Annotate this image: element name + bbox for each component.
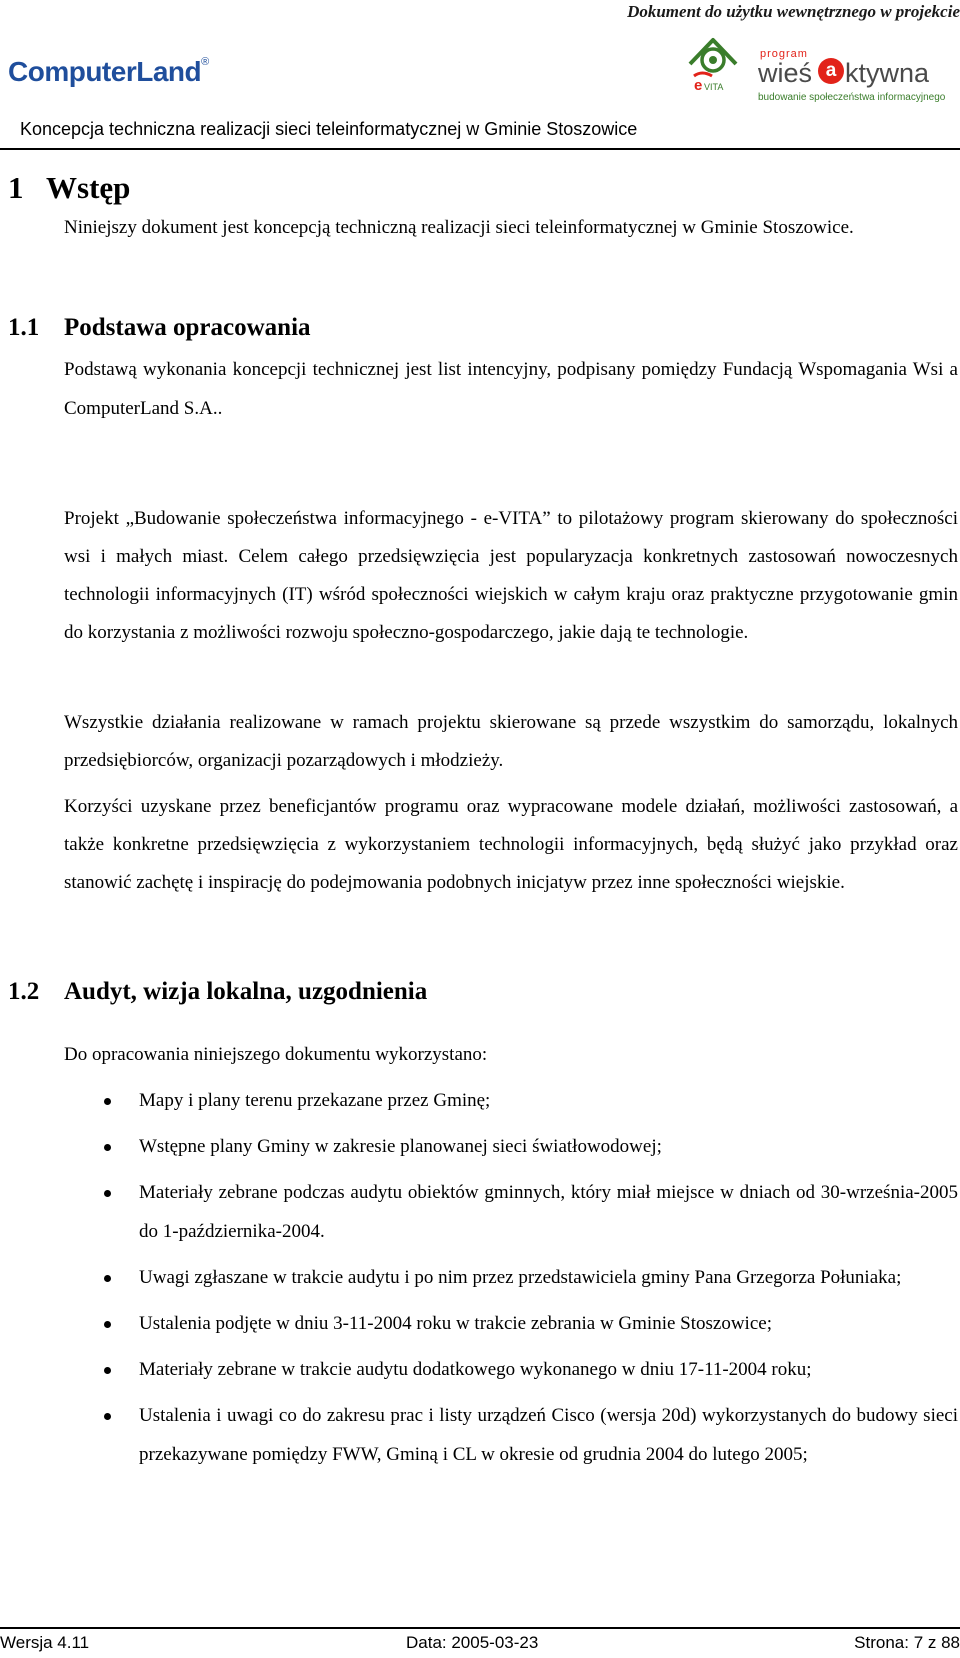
computerland-logo [8,56,209,88]
section-title: Podstawa opracowania [64,314,311,341]
list-item: Ustalenia i uwagi co do zakresu prac i listy urządzeń Cisco (wersja 20d) wykorzystanych do budowy sieci przekazywane pomiędzy FWW, Gminą i CL w okresie od grudnia 2004 do lutego 2005; [64,1396,958,1474]
list-item: Materiały zebrane podczas audytu obiektów gminnych, który miał miejsce w dniach od 30-września-2005 do 1-października-2004. [64,1173,958,1251]
list-item: Wstępne plany Gminy w zakresie planowanej sieci światłowodowej; [64,1127,958,1166]
list-item: Mapy i plany terenu przekazane przez Gminę; [64,1081,958,1120]
bullet-icon [104,1367,111,1374]
list-item: Uwagi zgłaszane w trakcie audytu i po nim przez przedstawiciela gminy Pana Grzegorza Połuniaka; [64,1258,958,1297]
footer-page-number: Strona: 7 z 88 [854,1633,960,1652]
footer-date: Data: 2005-03-23 [406,1633,539,1652]
section-heading-1-2 [8,978,427,1006]
confidentiality-note: Dokument do użytku wewnętrznego w projekcie [627,2,960,21]
list-item: Ustalenia podjęte w dniu 3-11-2004 roku w trakcie zebrania w Gminie Stoszowice; [64,1304,958,1343]
activities-paragraph: Wszystkie działania realizowane w ramach projektu skierowane są przede wszystkim do samorządu, lokalnych przedsiębiorców, organizacji pozarządowych i młodzieży. [64,712,958,771]
sources-lead: Do opracowania niniejszego dokumentu wykorzystano: [64,1044,488,1065]
footer-version: Wersja 4.11 [0,1633,90,1652]
bullet-icon [104,1413,111,1420]
evita-tagline: budowanie społeczeństwa informacyjnego [758,92,946,103]
list-item: Materiały zebrane w trakcie audytu dodatkowego wykonanego w dniu 17-11-2004 roku; [64,1350,958,1389]
evita-house-icon [682,30,744,98]
evita-program-label: program [760,48,808,60]
evita-wies-text: wieś [758,58,813,88]
section-title: Wstęp [46,170,131,205]
section-number: 1.2 [8,978,40,1005]
sources-list [64,1081,958,1474]
document-title: Koncepcja techniczna realizacji sieci teleinformatycznej w Gminie Stoszowice [20,119,638,139]
bullet-icon [104,1098,111,1105]
section-number: 1 [8,170,24,205]
evita-ktywna-text: ktywna [845,58,930,88]
bullet-icon [104,1190,111,1197]
header-divider [0,148,960,150]
intro-paragraph: Niniejszy dokument jest koncepcją techniczną realizacji sieci teleinformatycznej w Gminie Stoszowice. [64,217,854,238]
basis-paragraph: Podstawą wykonania koncepcji technicznej jest list intencyjny, podpisany pomiędzy Fundacją Wspomagania Wsi a ComputerLand S.A.. [64,359,958,419]
section-heading-1-1 [8,314,311,342]
project-paragraph: Projekt „Budowanie społeczeństwa informacyjnego - e-VITA” to pilotażowy program skierowany do społeczności wsi i małych miast. Celem całego przedsięwzięcia jest popularyzacja konkretnych zastosowań nowoczesnych technologii informacyjnych (IT) wśród społeczności wiejskich w całym kraju oraz praktyczne przygotowanie gmin do korzystania z możliwości rozwoju społeczno-gospodarczego, jakie dają te technologie. [64,508,958,643]
evita-at-icon: a [818,58,844,84]
svg-text:e: e [694,77,703,94]
section-heading-1 [8,170,130,206]
benefits-paragraph: Korzyści uzyskane przez beneficjantów programu oraz wypracowane modele działań, możliwości zastosowań, a także konkretne przedsięwzięcia z wykorzystaniem technologii informacyjnych, będą służyć jako przykład oraz stanowić zachętę i inspirację do podejmowania podobnych inicjatyw przez inne społeczności wiejskie. [64,796,958,893]
evita-logo [682,30,946,103]
computerland-wordmark: ComputerLand [8,56,202,87]
section-title: Audyt, wizja lokalna, uzgodnienia [64,978,428,1005]
section-number: 1.1 [8,314,40,341]
registered-mark: ® [201,56,210,68]
bullet-icon [104,1321,111,1328]
bullet-icon [104,1144,111,1151]
footer-divider [0,1627,960,1629]
svg-text:VITA: VITA [704,82,724,92]
bullet-icon [104,1275,111,1282]
